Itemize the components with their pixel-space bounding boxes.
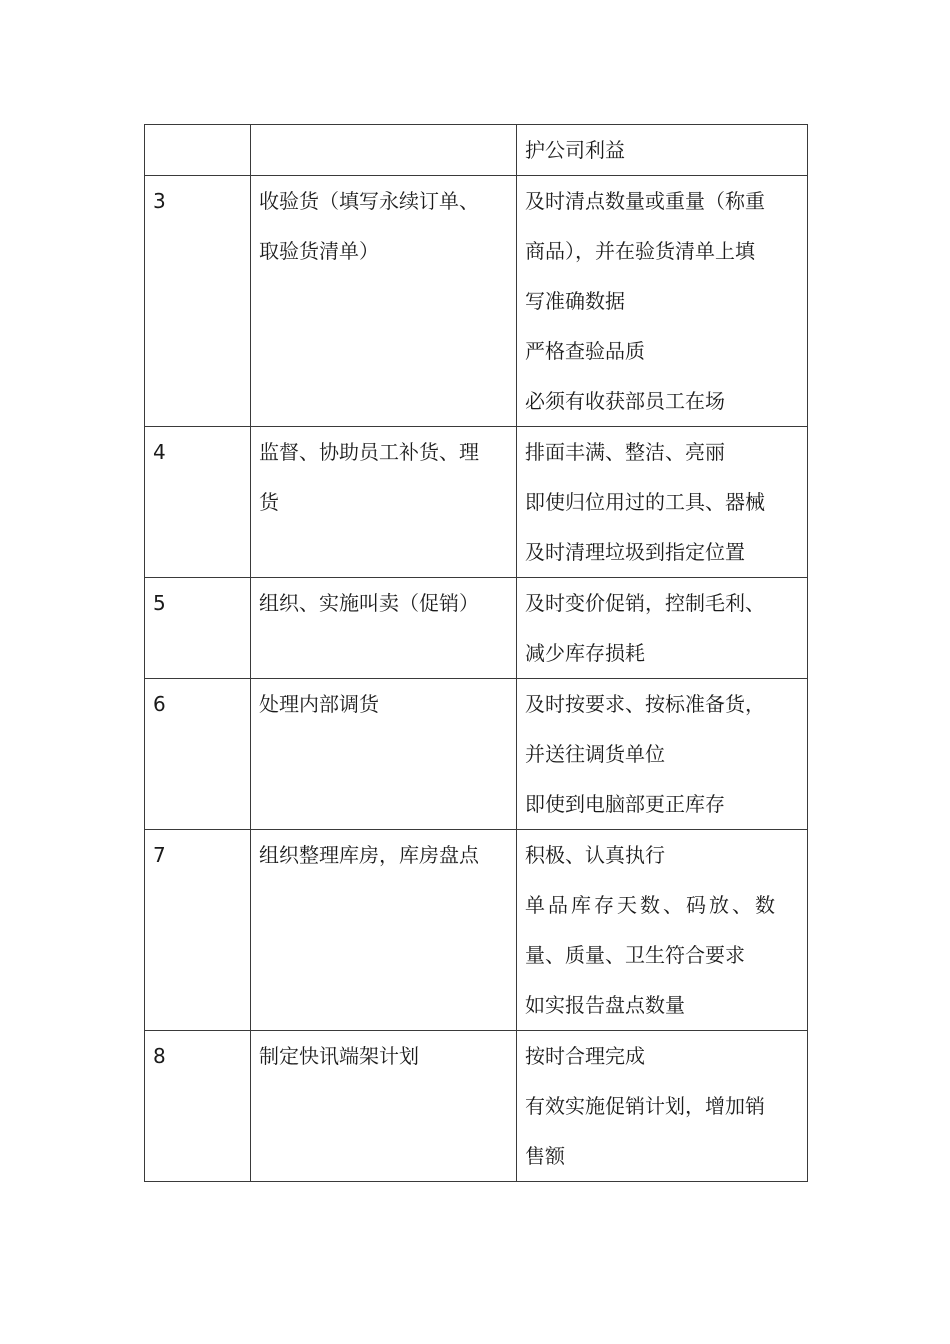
table-row (145, 578, 808, 679)
standard-line: 按时合理完成 (525, 1044, 645, 1068)
standard-line: 商品），并在验货清单上填 (525, 239, 755, 263)
standard-cell (517, 578, 808, 679)
standard-line: 如实报告盘点数量 (525, 993, 685, 1017)
table-row (145, 125, 808, 176)
standard-cell (517, 176, 808, 427)
standard-cell (517, 125, 808, 176)
duty-table (144, 124, 808, 1182)
standard-line: 售额 (525, 1144, 565, 1168)
row-number: 8 (153, 1044, 166, 1068)
row-number: 4 (153, 440, 166, 464)
standard-cell (517, 427, 808, 578)
table-row (145, 679, 808, 830)
standard-line: 并送往调货单位 (525, 742, 665, 766)
row-number (153, 125, 242, 175)
standard-cell (517, 679, 808, 830)
standard-line: 积极、认真执行 (525, 843, 665, 867)
standard-line: 写准确数据 (525, 289, 625, 313)
task-cell (251, 427, 517, 578)
standard-line: 必须有收获部员工在场 (525, 389, 725, 413)
row-number: 5 (153, 591, 166, 615)
row-number: 6 (153, 692, 166, 716)
row-number-cell (145, 1031, 251, 1182)
standard-line: 量、质量、卫生符合要求 (525, 943, 745, 967)
standard-line: 及时变价促销，控制毛利、 (525, 591, 765, 615)
standard-line: 单品库存天数、码放、数 (525, 893, 778, 917)
table-row (145, 176, 808, 427)
task-line: 取验货清单） (259, 239, 379, 263)
standard-line: 及时清理垃圾到指定位置 (525, 540, 745, 564)
table-row (145, 1031, 808, 1182)
task-cell (251, 176, 517, 427)
standard-line: 即使到电脑部更正库存 (525, 792, 725, 816)
standard-line: 有效实施促销计划，增加销 (525, 1094, 765, 1118)
standard-cell (517, 830, 808, 1031)
row-number: 3 (153, 189, 166, 213)
standard-line: 及时按要求、按标准备货， (525, 692, 765, 716)
task-cell (251, 125, 517, 176)
standard-line: 减少库存损耗 (525, 641, 645, 665)
row-number-cell (145, 176, 251, 427)
task-line: 制定快讯端架计划 (259, 1044, 419, 1068)
table-row (145, 427, 808, 578)
row-number-cell (145, 578, 251, 679)
task-cell (251, 830, 517, 1031)
task-line: 组织、实施叫卖（促销） (259, 591, 479, 615)
task-cell (251, 578, 517, 679)
row-number: 7 (153, 843, 166, 867)
row-number-cell (145, 679, 251, 830)
row-number-cell (145, 830, 251, 1031)
standard-line: 严格查验品质 (525, 339, 645, 363)
task-line: 处理内部调货 (259, 692, 379, 716)
standard-line: 排面丰满、整洁、亮丽 (525, 440, 725, 464)
task-line: 组织整理库房，库房盘点 (259, 843, 479, 867)
row-number-cell (145, 125, 251, 176)
task-line: 监督、协助员工补货、理 (259, 440, 479, 464)
row-number-cell (145, 427, 251, 578)
task-line: 货 (259, 490, 279, 514)
task-line: 收验货（填写永续订单、 (259, 189, 479, 213)
table-row (145, 830, 808, 1031)
standard-line: 及时清点数量或重量（称重 (525, 189, 765, 213)
standard-line: 即使归位用过的工具、器械 (525, 490, 765, 514)
task-cell (251, 679, 517, 830)
standard-line: 护公司利益 (525, 138, 625, 162)
task-cell (251, 1031, 517, 1182)
standard-cell (517, 1031, 808, 1182)
